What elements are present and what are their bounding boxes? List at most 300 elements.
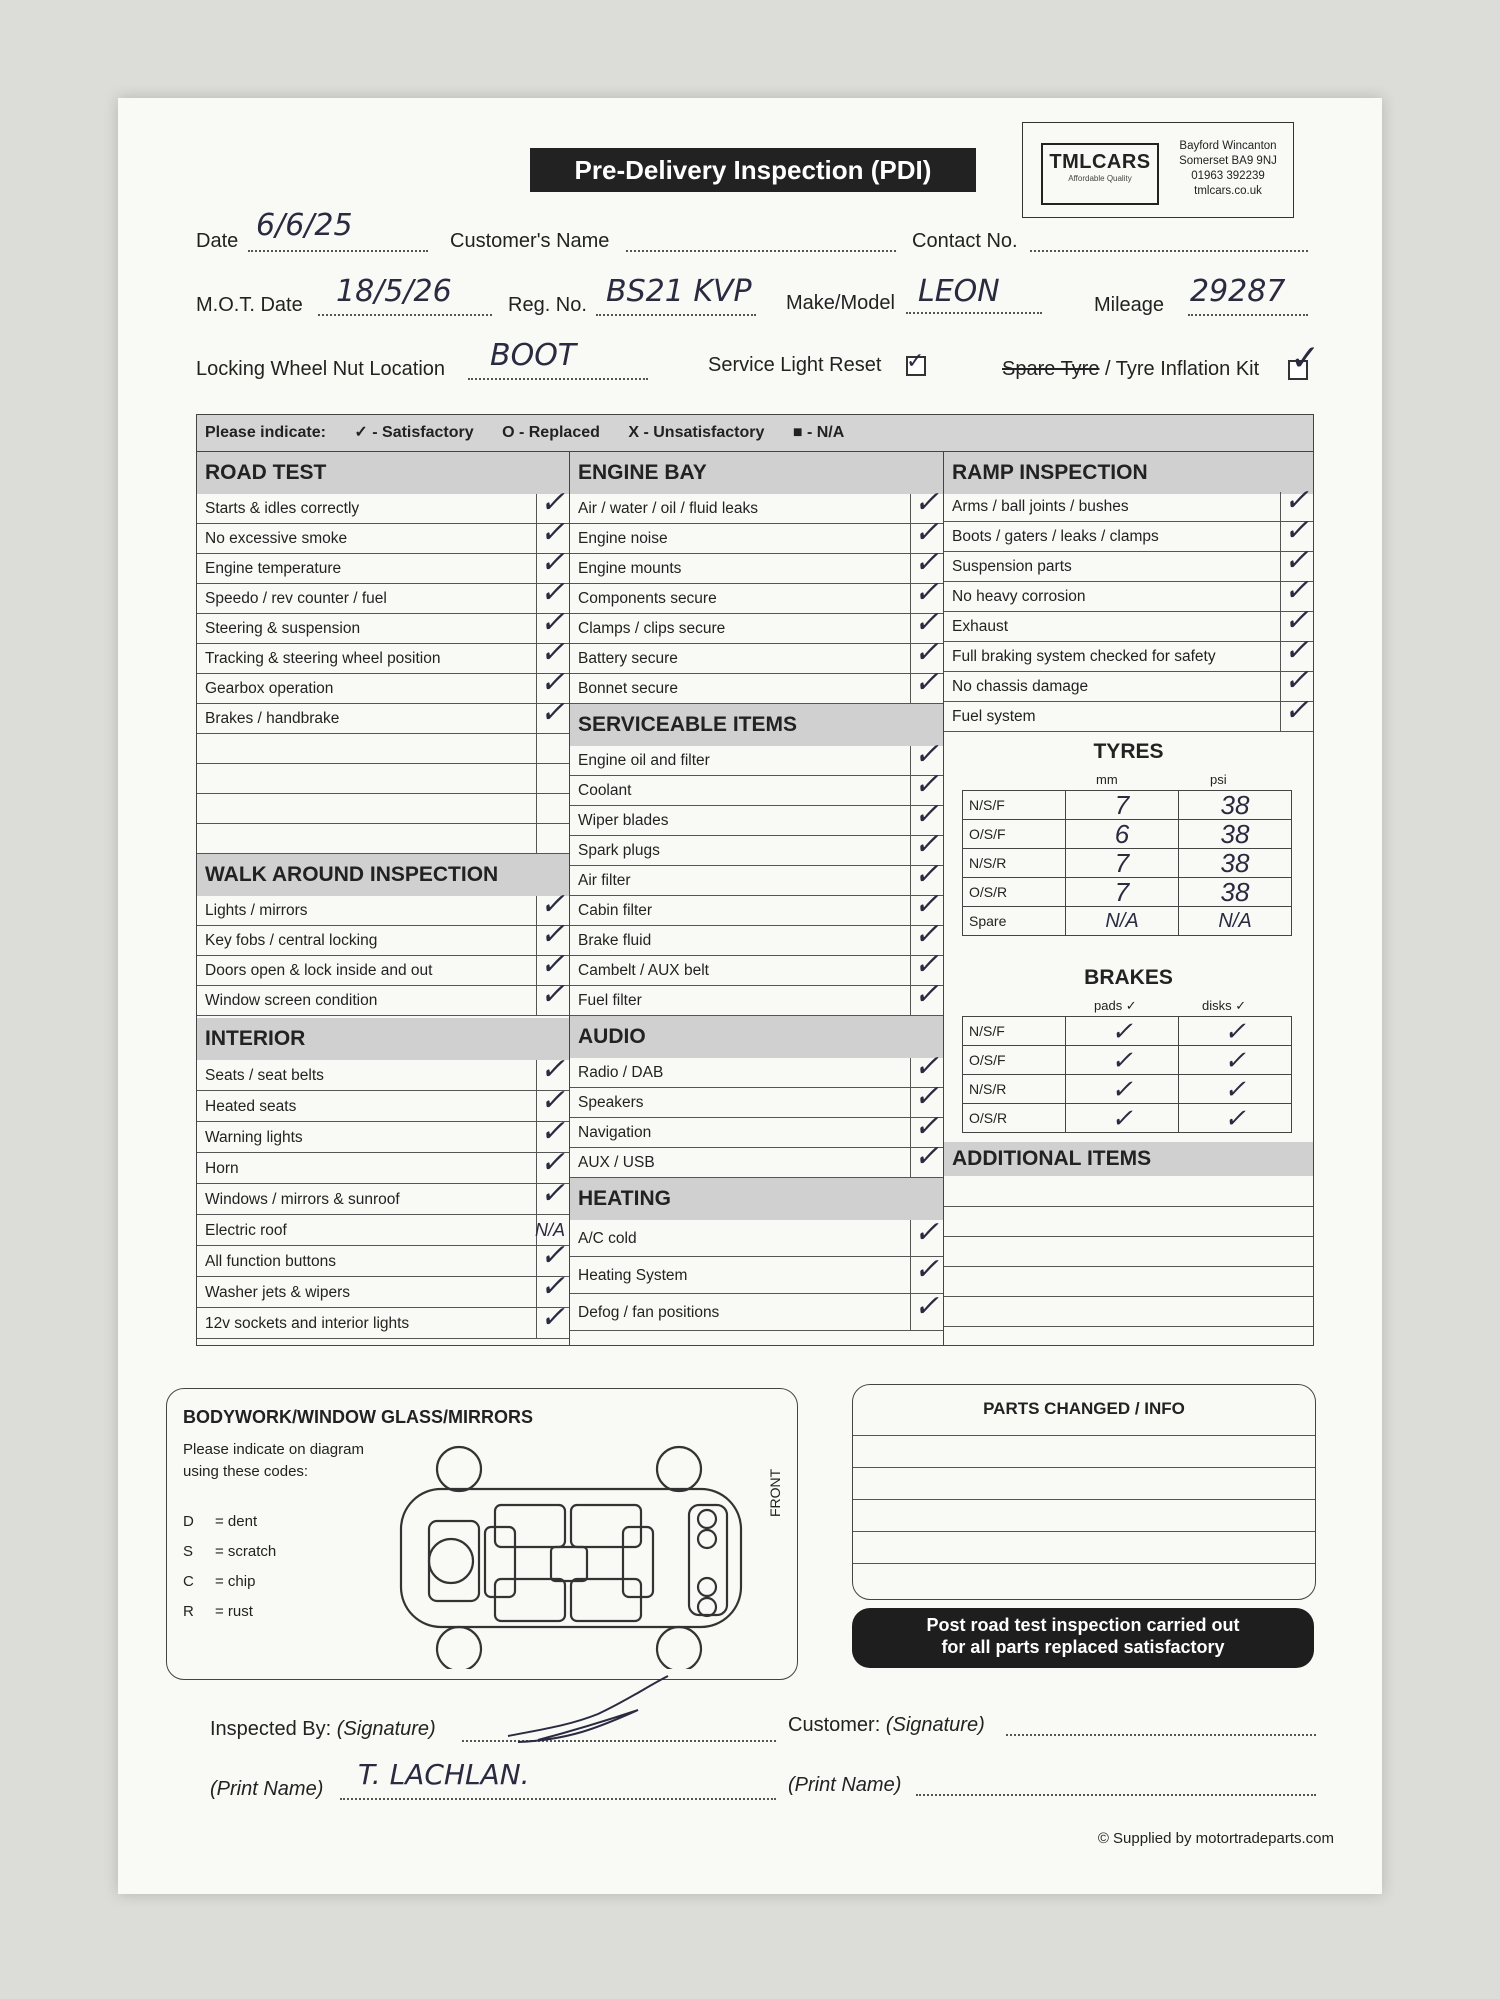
check-mark: ✓: [539, 666, 565, 699]
section-serviceable-items: SERVICEABLE ITEMS: [570, 704, 943, 746]
check-mark: ✓: [913, 1140, 939, 1173]
checklist-item-label: Radio / DAB: [578, 1064, 664, 1081]
locking-wheel-nut-value: BOOT: [490, 338, 577, 373]
date-line[interactable]: [248, 250, 428, 252]
brakes-table: [962, 1016, 1292, 1133]
tyre-row: [963, 791, 1292, 820]
checklist-item-label: Doors open & lock inside and out: [205, 962, 433, 979]
checklist-item-label: Gearbox operation: [205, 680, 334, 697]
parts-line[interactable]: [853, 1467, 1315, 1468]
checklist-row: [944, 664, 1313, 702]
tyre-mm[interactable]: 7: [1066, 878, 1179, 907]
checklist-row: [197, 486, 569, 524]
post-road-test-line: Post road test inspection carried out: [926, 1615, 1240, 1635]
legend-bar: [197, 415, 1313, 452]
checklist-item-label: Tracking & steering wheel position: [205, 650, 441, 667]
na-mark: N/A: [534, 1220, 565, 1240]
inspected-by-text: Inspected By:: [210, 1718, 332, 1740]
brake-pads-check[interactable]: ✓: [1066, 1046, 1179, 1075]
checklist-row: [197, 546, 569, 584]
bodywork-box: [166, 1388, 798, 1680]
tyres-title: TYRES: [1093, 740, 1164, 763]
checklist-checkbox[interactable]: [910, 666, 943, 703]
check-mark: ✓: [913, 606, 939, 639]
check-mark: ✓: [539, 636, 565, 669]
checklist-row: [570, 948, 943, 986]
checklist-row: [570, 666, 943, 704]
check-mark: ✓: [913, 1216, 939, 1249]
checklist-row: [570, 918, 943, 956]
additional-line[interactable]: [944, 1296, 1313, 1297]
check-mark: ✓: [1283, 574, 1309, 607]
checklist-row: [570, 828, 943, 866]
locking-wheel-nut-line[interactable]: [468, 378, 648, 380]
post-road-test-banner: [852, 1608, 1314, 1668]
additional-line[interactable]: [944, 1236, 1313, 1237]
brakes-title: BRAKES: [1084, 966, 1173, 989]
check-mark: ✓: [913, 768, 939, 801]
brakes-pads-label: pads ✓: [1094, 998, 1137, 1013]
checklist-row: [570, 546, 943, 584]
checklist-checkbox[interactable]: [536, 794, 569, 823]
check-mark: ✓: [913, 1110, 939, 1143]
checklist-item-label: Engine oil and filter: [578, 752, 710, 769]
tyre-mm[interactable]: N/A: [1066, 907, 1179, 936]
inspector-print-name-line[interactable]: [340, 1798, 776, 1800]
check-mark: ✓: [539, 486, 565, 519]
checklist-row: [570, 606, 943, 644]
customer-name-line[interactable]: [626, 250, 896, 252]
check-mark: ✓: [913, 738, 939, 771]
date-label: Date: [196, 230, 239, 252]
check-mark: ✓: [1283, 514, 1309, 547]
inspection-grid: [196, 414, 1314, 1346]
checklist-row: [197, 764, 569, 794]
checklist-row: [197, 1215, 569, 1246]
checklist-checkbox[interactable]: [910, 1290, 943, 1330]
checklist-row: [197, 948, 569, 986]
check-mark: ✓: [913, 666, 939, 699]
checklist-item-label: Heating System: [578, 1267, 688, 1284]
check-mark: ✓: [913, 1050, 939, 1083]
checklist-row: [570, 636, 943, 674]
section-ramp-inspection: RAMP INSPECTION: [944, 452, 1313, 494]
checklist-row: [944, 574, 1313, 612]
reg-line[interactable]: [596, 314, 756, 316]
column-ramp-tyres-brakes: [944, 452, 1313, 1345]
check-mark: ✓: [913, 486, 939, 519]
brake-row: [963, 1075, 1292, 1104]
front-label: FRONT: [767, 1468, 783, 1517]
checklist-row: [944, 604, 1313, 642]
checklist-item-label: No chassis damage: [952, 678, 1089, 695]
checklist-row: [944, 514, 1313, 552]
checklist-row: [570, 1110, 943, 1148]
address-line: tmlcars.co.uk: [1194, 185, 1262, 197]
checklist-row: [570, 1216, 943, 1257]
checklist-item-label: A/C cold: [578, 1230, 637, 1247]
company-logo-block: [1022, 122, 1294, 218]
checklist-item-label: Full braking system checked for safety: [952, 648, 1216, 665]
brakes-disks-label: disks ✓: [1202, 998, 1247, 1013]
mileage-label: Mileage: [1094, 294, 1165, 316]
checklist-item-label: Boots / gaters / leaks / clamps: [952, 528, 1159, 545]
checklist-item-label: Exhaust: [952, 618, 1009, 635]
checklist-item-label: 12v sockets and interior lights: [205, 1315, 410, 1332]
checklist-item-label: Battery secure: [578, 650, 678, 667]
parts-changed-box: [852, 1384, 1316, 1600]
service-light-checkbox[interactable]: [906, 349, 926, 376]
damage-code: C: [183, 1573, 194, 1590]
tyre-pos: Spare: [963, 907, 1066, 936]
check-mark: ✓: [913, 918, 939, 951]
brake-row: [963, 1017, 1292, 1046]
check-mark: ✓: [1283, 544, 1309, 577]
tyre-row: [963, 878, 1292, 907]
checklist-item-label: No excessive smoke: [205, 530, 348, 547]
logo-tagline: Affordable Quality: [1068, 174, 1132, 183]
spare-tyre-label: [1002, 358, 1259, 381]
customer-name-label: Customer's Name: [450, 230, 610, 252]
customer-signature-line[interactable]: [1006, 1734, 1316, 1736]
checklist-item-label: Electric roof: [205, 1222, 287, 1239]
tyres-table: [962, 790, 1292, 936]
damage-code-meaning: = rust: [215, 1603, 253, 1620]
checklist-item-label: Brake fluid: [578, 932, 652, 949]
additional-line[interactable]: [944, 1206, 1313, 1207]
signature-hint: (Signature): [336, 1718, 436, 1740]
checklist-row: [197, 666, 569, 704]
address-line: 01963 392239: [1191, 170, 1265, 182]
checklist-item-label: Arms / ball joints / bushes: [952, 498, 1129, 515]
check-mark: ✓: [913, 858, 939, 891]
damage-code-item: [183, 1543, 276, 1573]
check-mark: ✓: [539, 696, 565, 729]
checklist-row: [197, 734, 569, 764]
legend-unsatisfactory: X - Unsatisfactory: [628, 424, 765, 441]
column-road-walk-interior: [197, 452, 569, 1345]
mot-date-line[interactable]: [318, 314, 492, 316]
check-mark: ✓: [1283, 664, 1309, 697]
damage-code: S: [183, 1543, 194, 1560]
checklist-item-label: Navigation: [578, 1124, 652, 1141]
check-mark: ✓: [913, 978, 939, 1011]
check-mark: ✓: [539, 546, 565, 579]
tyre-row: [963, 907, 1292, 936]
make-model-line[interactable]: [906, 312, 1042, 314]
damage-code: R: [183, 1603, 194, 1620]
section-engine-bay: ENGINE BAY: [570, 452, 943, 494]
tyre-psi[interactable]: N/A: [1179, 907, 1292, 936]
bodywork-instructions: [183, 1439, 364, 1483]
checklist-checkbox[interactable]: [536, 764, 569, 793]
tyre-psi[interactable]: 38: [1179, 878, 1292, 907]
check-mark: ✓: [539, 576, 565, 609]
checklist-item-label: Lights / mirrors: [205, 902, 308, 919]
locking-wheel-nut-label: Locking Wheel Nut Location: [196, 358, 446, 380]
section-audio: AUDIO: [570, 1016, 943, 1058]
checklist-row: [197, 918, 569, 956]
check-mark: ✓: [539, 1270, 565, 1303]
checklist-checkbox[interactable]: [536, 696, 569, 733]
checklist-row: [570, 516, 943, 554]
tyre-row: [963, 820, 1292, 849]
check-mark: ✓: [913, 798, 939, 831]
check-mark: ✓: [539, 918, 565, 951]
check-mark: ✓: [913, 1290, 939, 1323]
check-mark: ✓: [539, 948, 565, 981]
make-model-label: Make/Model: [786, 292, 895, 314]
checklist-row: [944, 544, 1313, 582]
tyre-psi[interactable]: 38: [1179, 820, 1292, 849]
reg-label: Reg. No.: [508, 294, 587, 316]
checklist-checkbox[interactable]: [910, 1140, 943, 1177]
customer-print-name-line[interactable]: [916, 1794, 1316, 1796]
checklist-item-label: Air filter: [578, 872, 631, 889]
parts-line[interactable]: [853, 1563, 1315, 1564]
checklist-row: [197, 1177, 569, 1215]
check-mark: ✓: [913, 828, 939, 861]
section-interior: INTERIOR: [197, 1018, 569, 1060]
checklist-row: [570, 576, 943, 614]
checklist-row: [944, 484, 1313, 522]
checklist-item-label: Washer jets & wipers: [205, 1284, 350, 1301]
tyre-pos: O/S/F: [963, 820, 1066, 849]
damage-code-meaning: = dent: [215, 1513, 258, 1530]
tyre-row: [963, 849, 1292, 878]
checklist-row: [197, 576, 569, 614]
check-mark: ✓: [1290, 338, 1321, 379]
checklist-item-label: Seats / seat belts: [205, 1067, 324, 1084]
company-address: [1169, 139, 1287, 199]
checklist-row: [570, 1140, 943, 1178]
parts-line[interactable]: [853, 1499, 1315, 1500]
checklist-row: [197, 1053, 569, 1091]
checklist-item-label: Coolant: [578, 782, 632, 799]
checklist-row: [570, 1080, 943, 1118]
checklist-item-label: Wiper blades: [578, 812, 669, 829]
check-mark: ✓: [913, 888, 939, 921]
parts-line[interactable]: [853, 1531, 1315, 1532]
inspected-by-label: [210, 1718, 436, 1741]
brake-pads-check[interactable]: ✓: [1066, 1017, 1179, 1046]
checklist-item-label: Warning lights: [205, 1129, 303, 1146]
checklist-item-label: Engine mounts: [578, 560, 682, 577]
checklist-row: [570, 888, 943, 926]
mileage-value: 29287: [1190, 274, 1286, 309]
checklist-item-label: Engine noise: [578, 530, 668, 547]
tyre-pos: N/S/F: [963, 791, 1066, 820]
checklist-item-label: Bonnet secure: [578, 680, 678, 697]
section-additional-items: ADDITIONAL ITEMS: [944, 1142, 1313, 1176]
inspector-print-name-label: (Print Name): [210, 1778, 324, 1800]
checklist-row: [197, 1146, 569, 1184]
checklist-row: [944, 694, 1313, 732]
tyre-pos: O/S/R: [963, 878, 1066, 907]
legend-replaced: O - Replaced: [502, 424, 600, 441]
damage-code-meaning: = scratch: [215, 1543, 277, 1560]
checklist-checkbox[interactable]: [1280, 694, 1313, 731]
damage-code: D: [183, 1513, 194, 1530]
checklist-item-label: Clamps / clips secure: [578, 620, 726, 637]
column-engine-service-audio-heating: [570, 452, 943, 1345]
check-mark: ✓: [913, 546, 939, 579]
legend-na: ■ - N/A: [792, 424, 845, 441]
checklist-item-label: Starts & idles correctly: [205, 500, 360, 517]
footer-credit: © Supplied by motortradeparts.com: [1097, 1830, 1334, 1847]
checklist-checkbox[interactable]: [536, 1177, 569, 1214]
customer-text: Customer:: [788, 1714, 881, 1736]
brake-row: [963, 1046, 1292, 1075]
checklist-item-label: Windows / mirrors & sunroof: [205, 1191, 400, 1208]
checklist-row: [197, 1115, 569, 1153]
checklist-item-label: Window screen condition: [205, 992, 378, 1009]
checklist-item-label: Engine temperature: [205, 560, 342, 577]
tyre-inflation-kit-label: / Tyre Inflation Kit: [1105, 358, 1260, 380]
additional-line[interactable]: [944, 1266, 1313, 1267]
checklist-checkbox[interactable]: [536, 1301, 569, 1338]
checklist-row: [197, 794, 569, 824]
check-mark: ✓: [539, 516, 565, 549]
checklist-row: [570, 1253, 943, 1294]
brake-disks-check[interactable]: ✓: [1179, 1046, 1292, 1075]
tyre-mm[interactable]: 7: [1066, 791, 1179, 820]
brake-position: O/S/R: [963, 1104, 1066, 1133]
checklist-checkbox[interactable]: [910, 978, 943, 1015]
tyre-mm[interactable]: 7: [1066, 849, 1179, 878]
check-mark: ✓: [913, 1253, 939, 1286]
instruction-line: using these codes:: [183, 1463, 309, 1480]
checklist-row: [570, 858, 943, 896]
checklist-row: [197, 696, 569, 734]
customer-signature-label: [788, 1714, 985, 1737]
checklist-item-label: All function buttons: [205, 1253, 336, 1270]
checklist-item-label: Air / water / oil / fluid leaks: [578, 500, 759, 517]
section-walk-around: WALK AROUND INSPECTION: [197, 854, 569, 896]
checklist-item-label: AUX / USB: [578, 1154, 655, 1171]
check-mark: ✓: [1283, 484, 1309, 517]
tyres-mm-label: mm: [1096, 772, 1118, 787]
brake-disks-check[interactable]: ✓: [1179, 1017, 1292, 1046]
tyre-inflation-kit-checkbox[interactable]: [1288, 338, 1321, 380]
checklist-row: [570, 486, 943, 524]
check-mark: ✓: [539, 1239, 565, 1272]
checklist-item-label: Cambelt / AUX belt: [578, 962, 709, 979]
tyres-psi-label: psi: [1210, 772, 1227, 787]
check-mark: ✓: [1283, 604, 1309, 637]
brake-position: O/S/F: [963, 1046, 1066, 1075]
checklist-item-label: Spark plugs: [578, 842, 660, 859]
tyre-mm[interactable]: 6: [1066, 820, 1179, 849]
bodywork-title: BODYWORK/WINDOW GLASS/MIRRORS: [183, 1407, 533, 1427]
checklist-row: [197, 1084, 569, 1122]
checklist-row: [944, 634, 1313, 672]
inspector-signature: [498, 1670, 678, 1750]
checklist-row: [570, 1050, 943, 1088]
mileage-line[interactable]: [1188, 314, 1308, 316]
tyre-psi[interactable]: 38: [1179, 791, 1292, 820]
checklist-row: [570, 1290, 943, 1331]
service-light-label: Service Light Reset: [708, 354, 882, 376]
brake-disks-check[interactable]: ✓: [1179, 1104, 1292, 1133]
check-mark: ✓: [1283, 634, 1309, 667]
checklist-row: [197, 636, 569, 674]
checklist-row: [570, 798, 943, 836]
checklist-item-label: Fuel system: [952, 708, 1036, 725]
checklist-item-label: Heated seats: [205, 1098, 297, 1115]
logo-badge: [1041, 143, 1159, 205]
checklist-item-label: Cabin filter: [578, 902, 653, 919]
checklist-row: [197, 516, 569, 554]
check-mark: ✓: [539, 1084, 565, 1117]
logo-name: TMLCARS: [1049, 151, 1151, 173]
checklist-row: [197, 824, 569, 854]
car-diagram[interactable]: [389, 1429, 769, 1669]
contact-line[interactable]: [1030, 250, 1308, 252]
check-mark: ✓: [539, 1146, 565, 1179]
checklist-row: [197, 1239, 569, 1277]
check-mark: ✓: [913, 576, 939, 609]
checklist-item-label: Speakers: [578, 1094, 644, 1111]
parts-line[interactable]: [853, 1435, 1315, 1436]
checklist-checkbox[interactable]: [536, 824, 569, 853]
additional-line[interactable]: [944, 1326, 1313, 1327]
spare-tyre-struck: Spare Tyre: [1002, 358, 1100, 380]
checklist-row: [197, 606, 569, 644]
pdi-sheet: [118, 98, 1382, 1894]
damage-code-item: [183, 1513, 276, 1543]
signature-hint: (Signature): [885, 1714, 985, 1736]
check-mark: ✓: [913, 516, 939, 549]
brake-pads-check[interactable]: ✓: [1066, 1104, 1179, 1133]
check-mark: ✓: [539, 1177, 565, 1210]
parts-title: PARTS CHANGED / INFO: [983, 1399, 1185, 1418]
brake-disks-check[interactable]: ✓: [1179, 1075, 1292, 1104]
check-mark: ✓: [913, 1080, 939, 1113]
damage-code-item: [183, 1573, 276, 1603]
check-mark: ✓: [913, 636, 939, 669]
mot-date-label: M.O.T. Date: [196, 294, 303, 316]
reg-value: BS21 KVP: [606, 274, 752, 309]
section-road-test: ROAD TEST: [197, 452, 569, 494]
brake-pads-check[interactable]: ✓: [1066, 1075, 1179, 1104]
make-model-value: LEON: [918, 274, 1000, 309]
checklist-item-label: Defog / fan positions: [578, 1304, 720, 1321]
contact-label: Contact No.: [912, 230, 1018, 252]
checklist-row: [197, 888, 569, 926]
checklist-item-label: Horn: [205, 1160, 239, 1177]
tyre-psi[interactable]: 38: [1179, 849, 1292, 878]
date-value: 6/6/25: [256, 208, 353, 243]
checklist-checkbox[interactable]: [536, 978, 569, 1015]
legend-satisfactory: ✓ - Satisfactory: [354, 424, 474, 441]
checklist-item-label: Steering & suspension: [205, 620, 361, 637]
damage-code-item: [183, 1603, 276, 1633]
checklist-checkbox[interactable]: [536, 734, 569, 763]
legend-prefix: Please indicate:: [205, 424, 326, 441]
form-title: Pre-Delivery Inspection (PDI): [530, 148, 976, 192]
damage-code-list: [183, 1513, 276, 1633]
checklist-item-label: No heavy corrosion: [952, 588, 1086, 605]
brake-position: N/S/R: [963, 1075, 1066, 1104]
checklist-item-label: Key fobs / central locking: [205, 932, 378, 949]
address-line: Bayford Wincanton: [1179, 140, 1277, 152]
brake-position: N/S/F: [963, 1017, 1066, 1046]
checklist-item-label: Suspension parts: [952, 558, 1072, 575]
checklist-item-label: Components secure: [578, 590, 717, 607]
customer-print-name-label: (Print Name): [788, 1774, 902, 1796]
check-mark: ✓: [539, 1115, 565, 1148]
